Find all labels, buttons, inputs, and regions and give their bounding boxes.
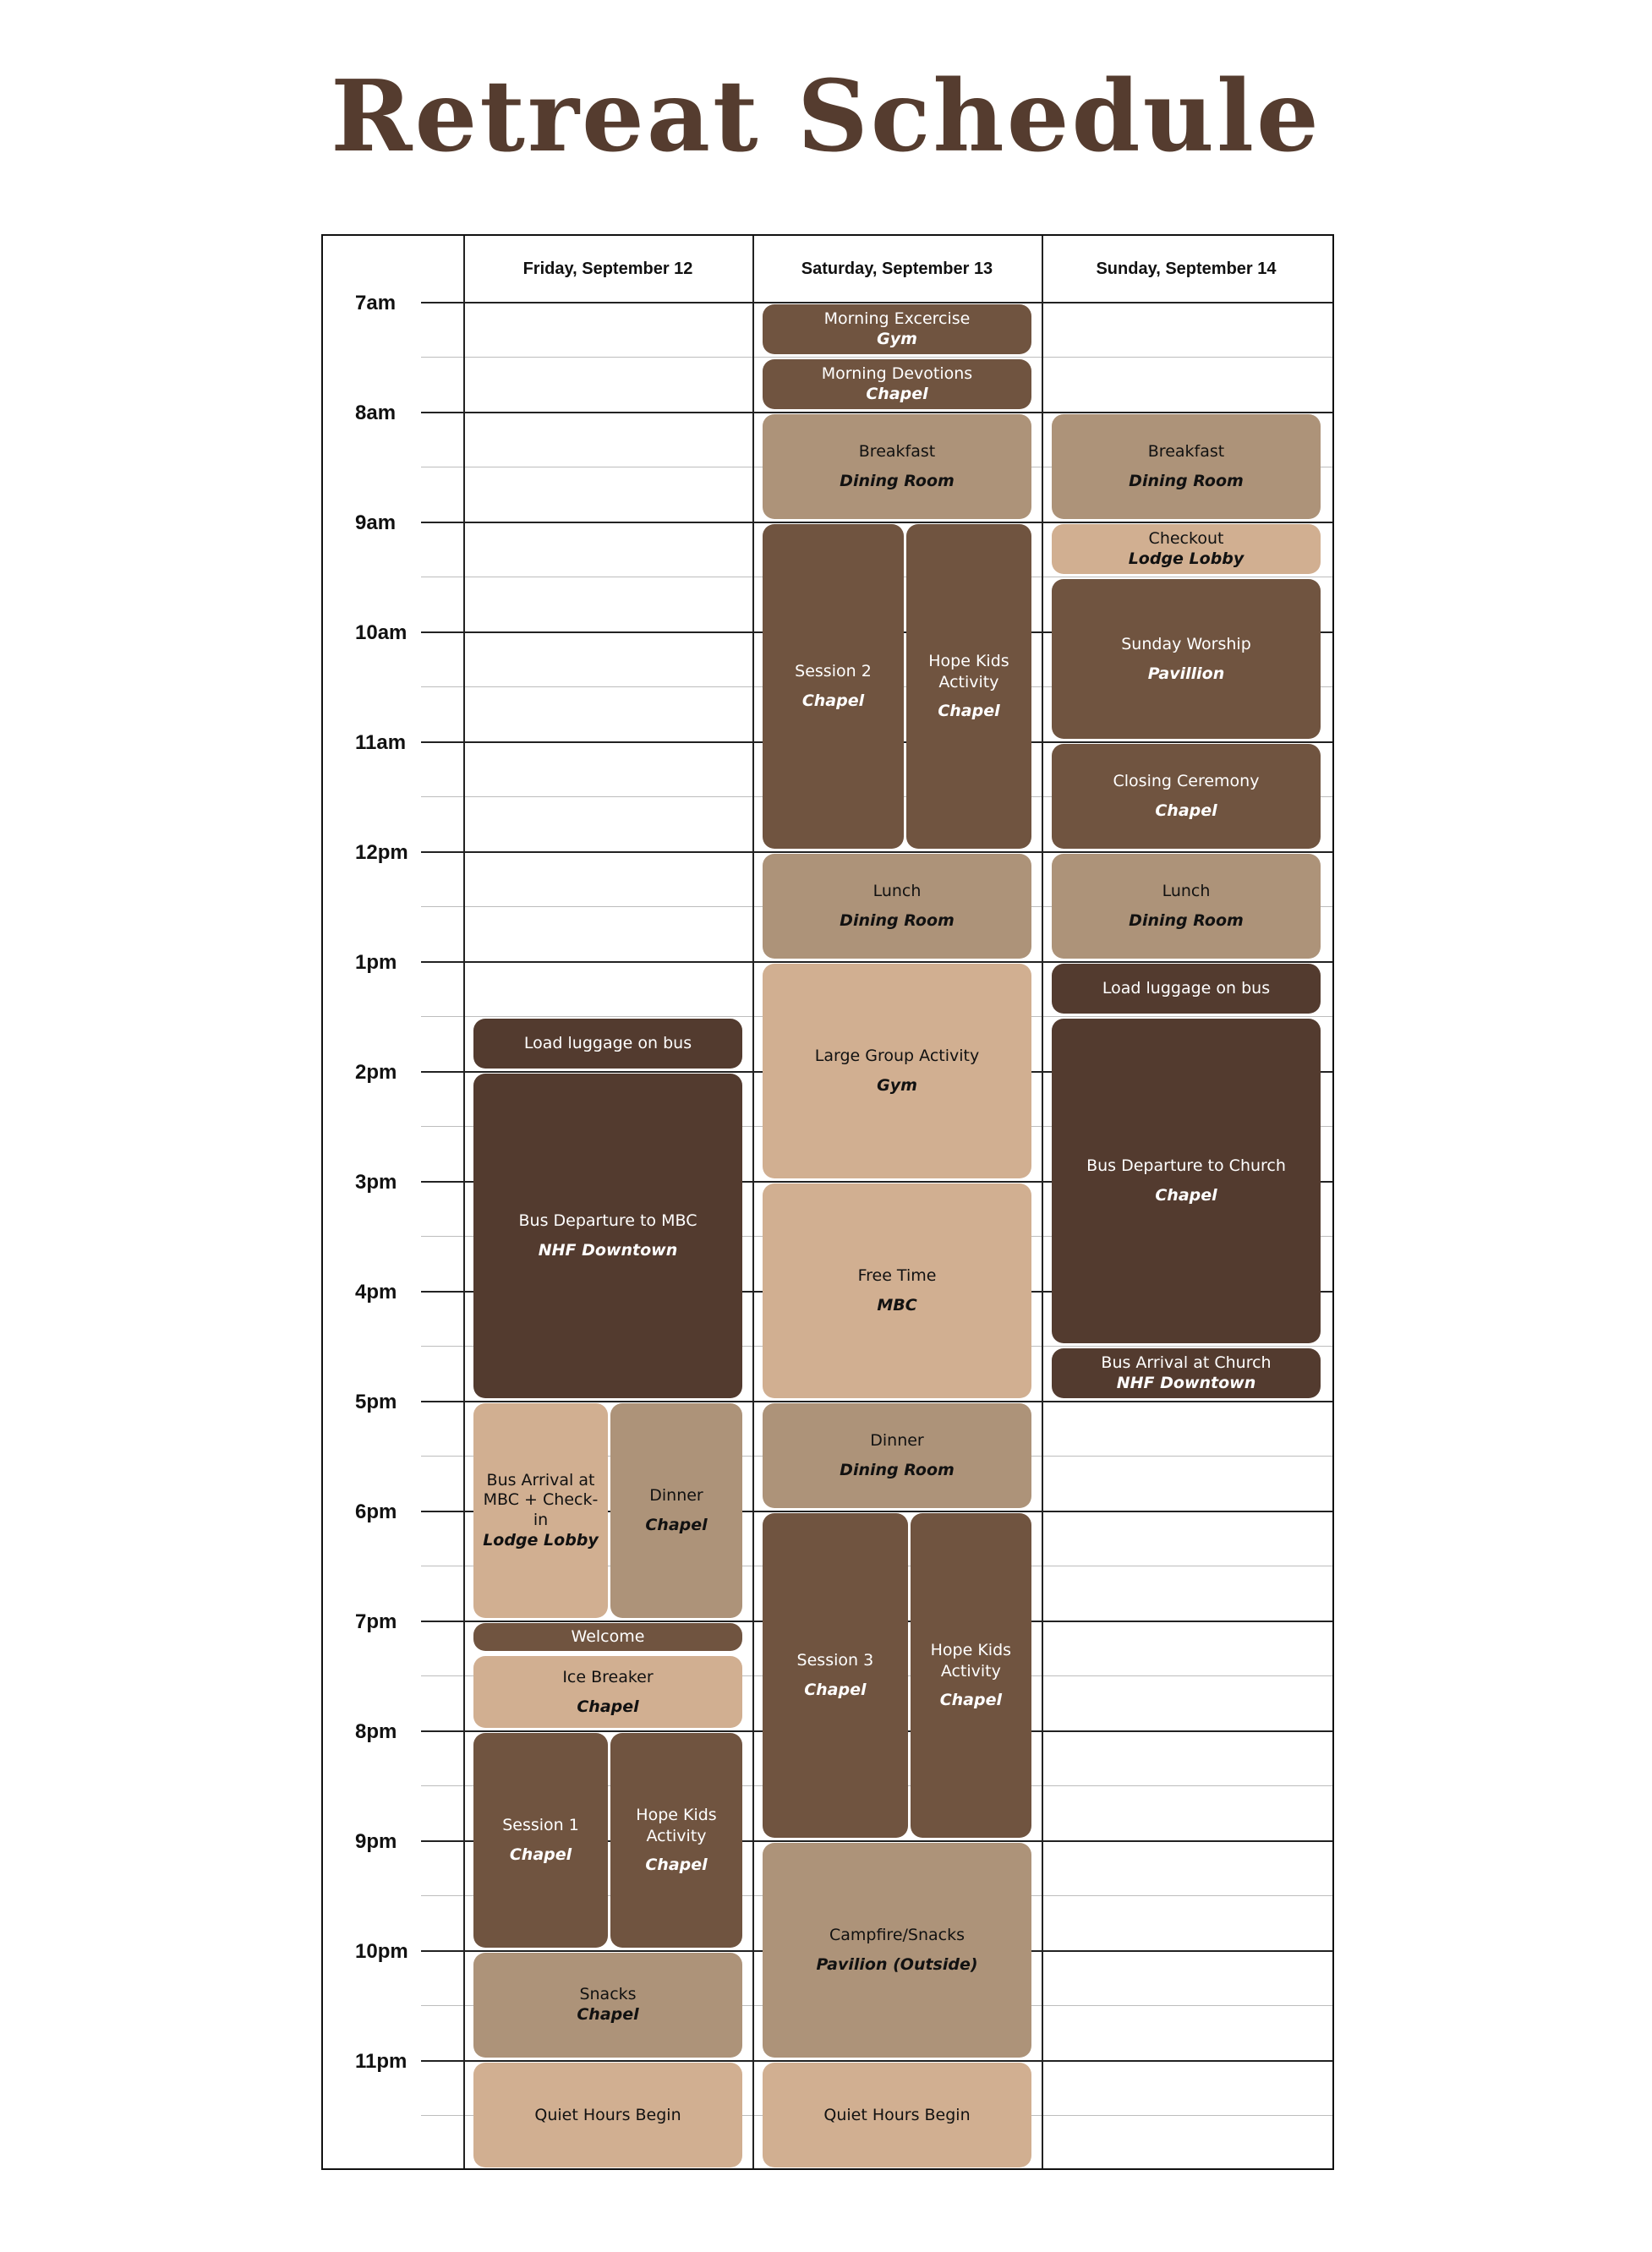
event-location: Dining Room [1129, 911, 1244, 930]
event-location: Chapel [577, 2005, 639, 2024]
event-name: Breakfast [858, 442, 936, 462]
time-label: 9am [355, 511, 397, 534]
time-label: 8am [355, 402, 397, 424]
event-block[interactable] [763, 1843, 1031, 2058]
page-title: Retreat Schedule [331, 59, 1321, 174]
event-name: Session 2 [795, 662, 872, 681]
hour-line [421, 851, 1332, 853]
event-name: Bus Arrival at Church [1101, 1353, 1272, 1372]
time-label: 9pm [355, 1830, 397, 1853]
event-name: Sunday Worship [1121, 634, 1251, 653]
event-location: Dining Room [840, 911, 955, 930]
event-location: Chapel [804, 1681, 867, 1699]
event-block[interactable] [610, 1733, 742, 1948]
day-header-sunday: Sunday, September 14 [1096, 259, 1277, 278]
event-block[interactable] [911, 1513, 1031, 1838]
event-name: Large Group Activity [814, 1047, 980, 1066]
event-block[interactable] [473, 1019, 742, 1069]
event-block[interactable] [473, 1623, 742, 1651]
time-label: 2pm [355, 1061, 397, 1084]
event-name: Hope Kids Activity [928, 651, 1009, 691]
day-header-saturday: Saturday, September 13 [801, 259, 993, 278]
event-block[interactable] [763, 414, 1031, 519]
event-name: Snacks [579, 1985, 637, 2004]
hour-line [421, 1401, 1332, 1402]
header-divider [463, 302, 1332, 303]
event-block[interactable] [1052, 1348, 1321, 1398]
event-location: Pavilion (Outside) [816, 1955, 978, 1974]
event-location: Dining Room [840, 1461, 955, 1479]
half-hour-line [421, 357, 1332, 358]
event-block[interactable] [1052, 579, 1321, 739]
event-location: Chapel [645, 1856, 708, 1875]
event-name: Lunch [872, 882, 922, 901]
event-name: Free Time [857, 1266, 937, 1286]
event-block[interactable] [1052, 414, 1321, 519]
event-block[interactable] [763, 524, 904, 849]
event-name: Load luggage on bus [1102, 978, 1271, 998]
event-name: Ice Breaker [562, 1667, 654, 1686]
day-header-friday: Friday, September 12 [522, 259, 693, 278]
event-location: Chapel [577, 1697, 639, 1716]
time-label: 3pm [355, 1171, 397, 1194]
event-block[interactable] [1052, 744, 1321, 849]
column-divider [1042, 236, 1043, 2168]
time-label: 12pm [355, 841, 408, 864]
hour-line [421, 412, 1332, 413]
event-name: Lunch [1162, 882, 1211, 901]
time-label: 8pm [355, 1720, 397, 1743]
event-name: Welcome [571, 1626, 645, 1646]
column-divider [752, 236, 754, 2168]
event-name: Morning Devotions [821, 363, 973, 383]
event-block[interactable] [763, 1513, 908, 1838]
event-name: Campfire/Snacks [829, 1926, 965, 1945]
event-name: Hope Kids Activity [636, 1805, 717, 1845]
event-location: Chapel [866, 384, 928, 403]
event-location: Lodge Lobby [483, 1530, 599, 1550]
event-name: Dinner [649, 1486, 703, 1506]
event-location: Chapel [1155, 1186, 1217, 1205]
event-name: Bus Arrival at MBC + Check-in [483, 1470, 599, 1529]
event-location: NHF Downtown [538, 1241, 678, 1260]
event-location: Lodge Lobby [1128, 549, 1244, 568]
time-label: 5pm [355, 1391, 397, 1413]
event-name: Quiet Hours Begin [823, 2105, 971, 2124]
event-block[interactable] [473, 1403, 608, 1618]
time-label: 11am [355, 731, 407, 754]
hour-line [421, 522, 1332, 523]
time-label: 7am [355, 292, 397, 314]
event-block[interactable] [763, 854, 1031, 959]
event-block[interactable] [763, 2063, 1031, 2167]
event-name: Breakfast [1147, 442, 1225, 462]
event-block[interactable] [1052, 854, 1321, 959]
event-location: Dining Room [840, 472, 955, 490]
column-divider [463, 236, 465, 2168]
event-location: Chapel [939, 1691, 1002, 1710]
event-block[interactable] [473, 2063, 742, 2167]
time-label: 4pm [355, 1281, 397, 1304]
event-block[interactable] [763, 1183, 1031, 1398]
event-block[interactable] [763, 359, 1031, 409]
event-location: Chapel [938, 702, 1000, 721]
event-block[interactable] [473, 1733, 608, 1948]
event-name: Dinner [870, 1431, 924, 1451]
time-label: 10am [355, 621, 408, 644]
event-location: Chapel [645, 1516, 708, 1534]
event-location: Chapel [801, 691, 865, 710]
event-location: Gym [877, 329, 917, 348]
event-block[interactable] [473, 1074, 742, 1398]
event-block[interactable] [473, 1953, 742, 2058]
event-name: Hope Kids Activity [930, 1640, 1012, 1681]
time-label: 10pm [355, 1940, 408, 1963]
event-name: Checkout [1148, 528, 1224, 548]
event-name: Morning Excercise [823, 309, 971, 328]
event-block[interactable] [473, 1656, 742, 1728]
schedule-grid [321, 234, 1334, 2170]
hour-line [421, 961, 1332, 963]
event-location: Pavillion [1147, 664, 1225, 683]
time-label: 6pm [355, 1500, 397, 1523]
event-location: Chapel [509, 1845, 572, 1864]
event-name: Bus Departure to Church [1086, 1156, 1286, 1176]
hour-line [421, 2060, 1332, 2062]
event-name: Session 3 [796, 1651, 874, 1670]
event-location: Chapel [1155, 801, 1217, 820]
event-block[interactable] [763, 304, 1031, 354]
event-name: Quiet Hours Begin [534, 2105, 681, 2124]
event-block[interactable] [1052, 964, 1321, 1014]
time-label: 1pm [355, 951, 397, 974]
event-name: Bus Departure to MBC [518, 1211, 697, 1231]
event-block[interactable] [763, 1403, 1031, 1508]
event-location: Gym [877, 1076, 917, 1095]
event-block[interactable] [763, 964, 1031, 1178]
event-block[interactable] [1052, 1019, 1321, 1343]
event-name: Closing Ceremony [1113, 772, 1260, 791]
event-location: NHF Downtown [1116, 1373, 1256, 1392]
event-block[interactable] [1052, 524, 1321, 574]
event-name: Session 1 [502, 1816, 579, 1835]
event-block[interactable] [610, 1403, 742, 1618]
event-location: MBC [877, 1296, 917, 1315]
event-name: Load luggage on bus [523, 1033, 692, 1052]
event-location: Dining Room [1129, 472, 1244, 490]
time-label: 11pm [355, 2050, 408, 2073]
event-block[interactable] [906, 524, 1031, 849]
time-label: 7pm [355, 1610, 397, 1633]
